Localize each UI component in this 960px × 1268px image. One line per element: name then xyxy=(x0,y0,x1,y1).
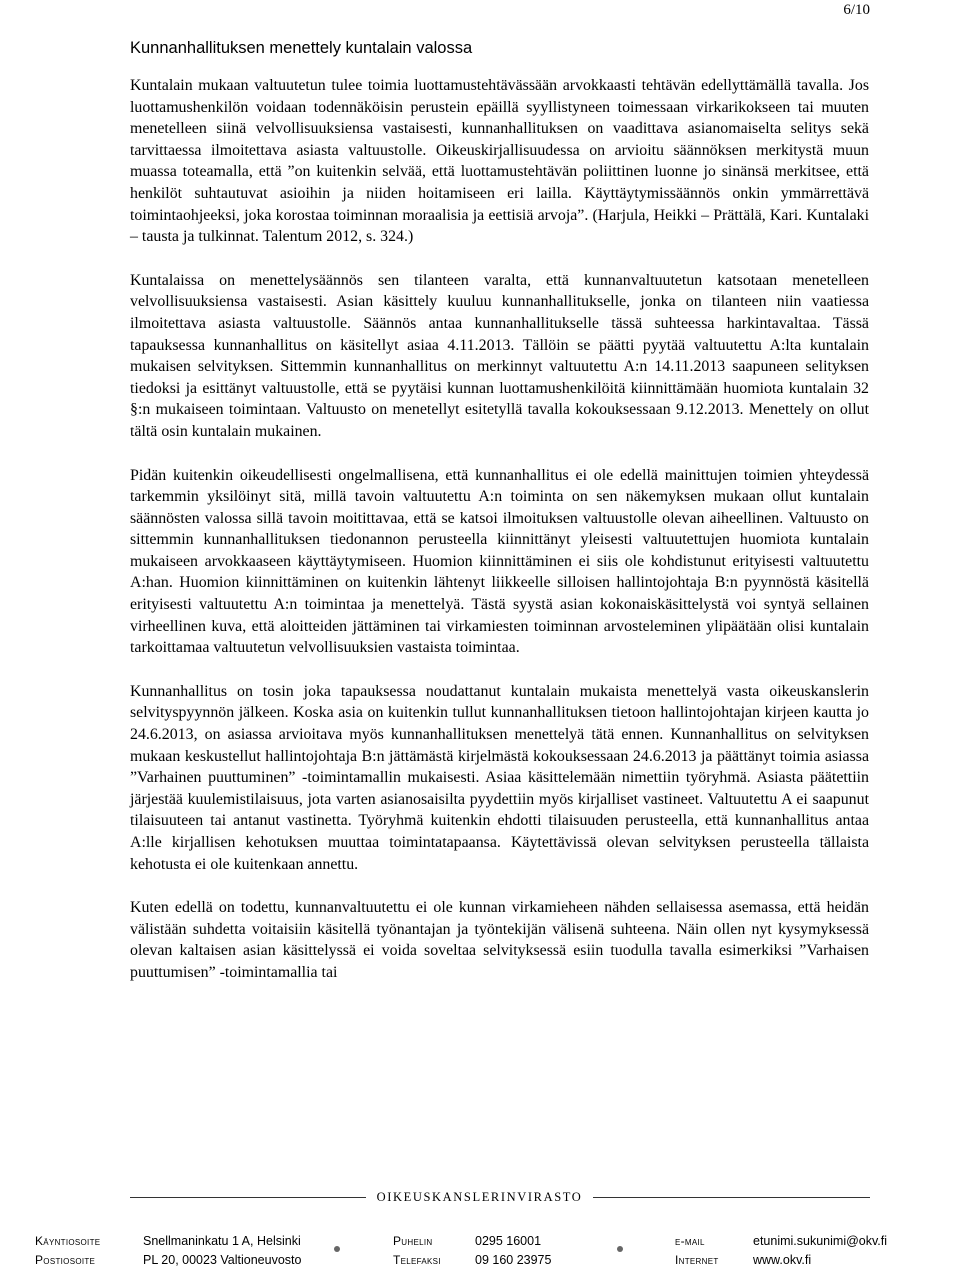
email-label: e-mail xyxy=(675,1234,705,1248)
section-heading: Kunnanhallituksen menettely kuntalain valossa xyxy=(130,39,473,57)
phone-value: 0295 16001 xyxy=(475,1234,542,1248)
paragraph-1: Kuntalain mukaan valtuutetun tulee toimia luottamustehtävässään arvokkaasti tehtävän edellyttämällä tavalla. Jos luottamushenkilön voidaan todennäköisin perustein epäillä syyllistyneen toimessaan virkarikokseen tai muuten menetelleen siinä velvollisuuksiensa vastaisesti, kunnanhallituksen on vaadittava asianomaiselta selitys sekä tarvittaessa ilmoitettava asiasta valtuustolle. Oikeuskirjallisuudessa on arvioitu säännöksen merkitystä muun muassa toteamalla, että ”on kuitenkin selvää, että luottamustehtävän poliittinen luonne jo sinänsä merkitsee, että henkilöt suhtautuvat asioihin ja niiden hoitamiseen eri lailla. Käyttäytymissäännös onkin ymmärrettävä toimintaohjeeksi, joka korostaa toiminnan moraalisia ja eettisiä arvoja”. (Harjula, Heikki – Prättälä, Kari. Kuntalaki – tausta ja tulkinnat. Talentum 2012, s. 324.) xyxy=(130,77,869,246)
postal-address-label: Postiosoite xyxy=(35,1253,96,1267)
visiting-address-value: Snellmaninkatu 1 A, Helsinki xyxy=(143,1234,301,1248)
paragraph-5: Kuten edellä on todettu, kunnanvaltuutettu ei ole kunnan virkamieheen nähden sellaisessa asemassa, että heidän välistään suhdetta voitaisiin käsitellä työnantajan ja työntekijän välisenä suhteena. Näin ollen nyt kysymyksessä olevan kaltaisen asian käsittelyssä ei voida soveltaa selvityksessä esiin tuodulla tavalla esimerkiksi ”Varhaisen puuttumisen” -toimintamallia tai xyxy=(130,899,869,981)
internet-value[interactable]: www.okv.fi xyxy=(753,1253,812,1267)
paragraph-4: Kunnanhallitus on tosin joka tapauksessa noudattanut kuntalain mukaista menettelyä vasta oikeuskanslerin selvityspyynnön jälkeen. Koska asia on kuitenkin tullut kunnanhallituksen tietoon hallintojohtajan kirjeen kautta jo 24.6.2013, on asiassa arvioitava myös kunnanhallituksen menettelyä tätä ennen. Kunnanhallitus on selvityksen mukaan keskustellut hallintojohtaja B:n jättämästä kirjelmästä kokouksessaan 24.6.2013 ja päättänyt toimia asiassa ”Varhainen puuttuminen” -toimintamallin mukaisesti. Asiaa käsittelemään nimettiin työryhmä. Asiasta päätettiin järjestää kuulemistilaisuus, jota varten asianosaisilta pyydettiin myös kirjalliset vastineet. Valtuutettu A ei saapunut tilaisuuteen tai antanut vastinetta. Työryhmä kuitenkin ehdotti tilaisuuden perusteella, että kunnanhallitus antaa A:lle kirjallisen kehotuksen muuttaa toimintatapaansa. Käytettävissä olevan selvityksen perusteella tällaista kehotusta ei ole kuitenkaan annettu. xyxy=(130,682,869,873)
fax-label: Telefaksi xyxy=(393,1253,441,1267)
paragraph-2: Kuntalaissa on menettelysäännös sen tilanteen varalta, että kunnanvaltuutetun katsotaan menetelleen velvollisuuksiensa vastaisesti. Asian käsittely kuuluu kunnanhallitukselle, jonka on tilanteen niin vaatiessa ilmoitettava asiasta valtuustolle. Säännös antaa kunnanhallitukselle tässä suhteessa harkintavaltaa. Tässä tapauksessa kunnanhallitus on käsitellyt asiaa 4.11.2013. Tällöin se päätti pyytää valtuutettu A:lta kuntalain mukaisen selvityksen. Sittemmin kunnanhallitus on merkinnyt valtuutettu A:n 14.11.2013 saapuneen selityksen tiedoksi ja esittänyt valtuustolle, että se pyytäisi kunnan luottamushenkilöitä kiinnittämään huomiota kuntalain 32 §:n mukaiseen toimintaan. Valtuusto on menetellyt esitetyllä tavalla kokouksessaan 9.12.2013. Menettely on ollut tältä osin kuntalain mukainen. xyxy=(130,271,869,440)
body-text xyxy=(130,75,869,1006)
footer-divider-left xyxy=(130,1197,366,1198)
paragraph-3: Pidän kuitenkin oikeudellisesti ongelmallisena, että kunnanhallitus ei ole edellä mainittujen toimien yhteydessä tarkemmin yksilöinyt sitä, millä tavoin valtuutettu A:n toiminta on sen näkemyksen mukaan ollut kuntalain säännösten valossa sillä tavoin moitittavaa, että se katsoi ilmoituksen valtuustolle olevan aiheellinen. Valtuusto on sittemmin kunnanhallituksen tiedonannon perusteella kiinnittänyt yleisesti valtuutettujen huomiota kuntalain mukaiseen arvokkaaseen käyttäytymiseen. Huomion kiinnittäminen ei siis ole kohdistunut erityisesti valtuutettu A:han. Huomion kiinnittäminen on kuitenkin lähtenyt liikkeelle silloisen hallintojohtaja B:n pyynnöstä käsitellä erityisesti valtuutettu A:n toimintaa ja menettelyä. Tästä syystä asian kokonaiskäsittelystä voi syntyä sellainen virheellinen kuva, että aloitteiden jättäminen tai virkamiesten toiminnan arvosteleminen ylipäätään olisi kuntalain tarkoittamaa valtuutetun velvollisuuksien vastaista toimintaa. xyxy=(130,466,869,657)
page-number: 6/10 xyxy=(843,2,870,18)
email-value[interactable]: etunimi.sukunimi@okv.fi xyxy=(753,1234,888,1248)
visiting-address-label: Käyntiosoite xyxy=(35,1234,101,1248)
footer-bullet-icon xyxy=(617,1246,623,1252)
footer-bullet-icon xyxy=(334,1246,340,1252)
footer-divider-right xyxy=(593,1197,870,1198)
postal-address-value: PL 20, 00023 Valtioneuvosto xyxy=(143,1253,302,1267)
fax-value: 09 160 23975 xyxy=(475,1253,552,1267)
footer-brand: OIKEUSKANSLERINVIRASTO xyxy=(376,1190,583,1204)
phone-label: Puhelin xyxy=(393,1234,433,1248)
internet-label: Internet xyxy=(675,1253,719,1267)
